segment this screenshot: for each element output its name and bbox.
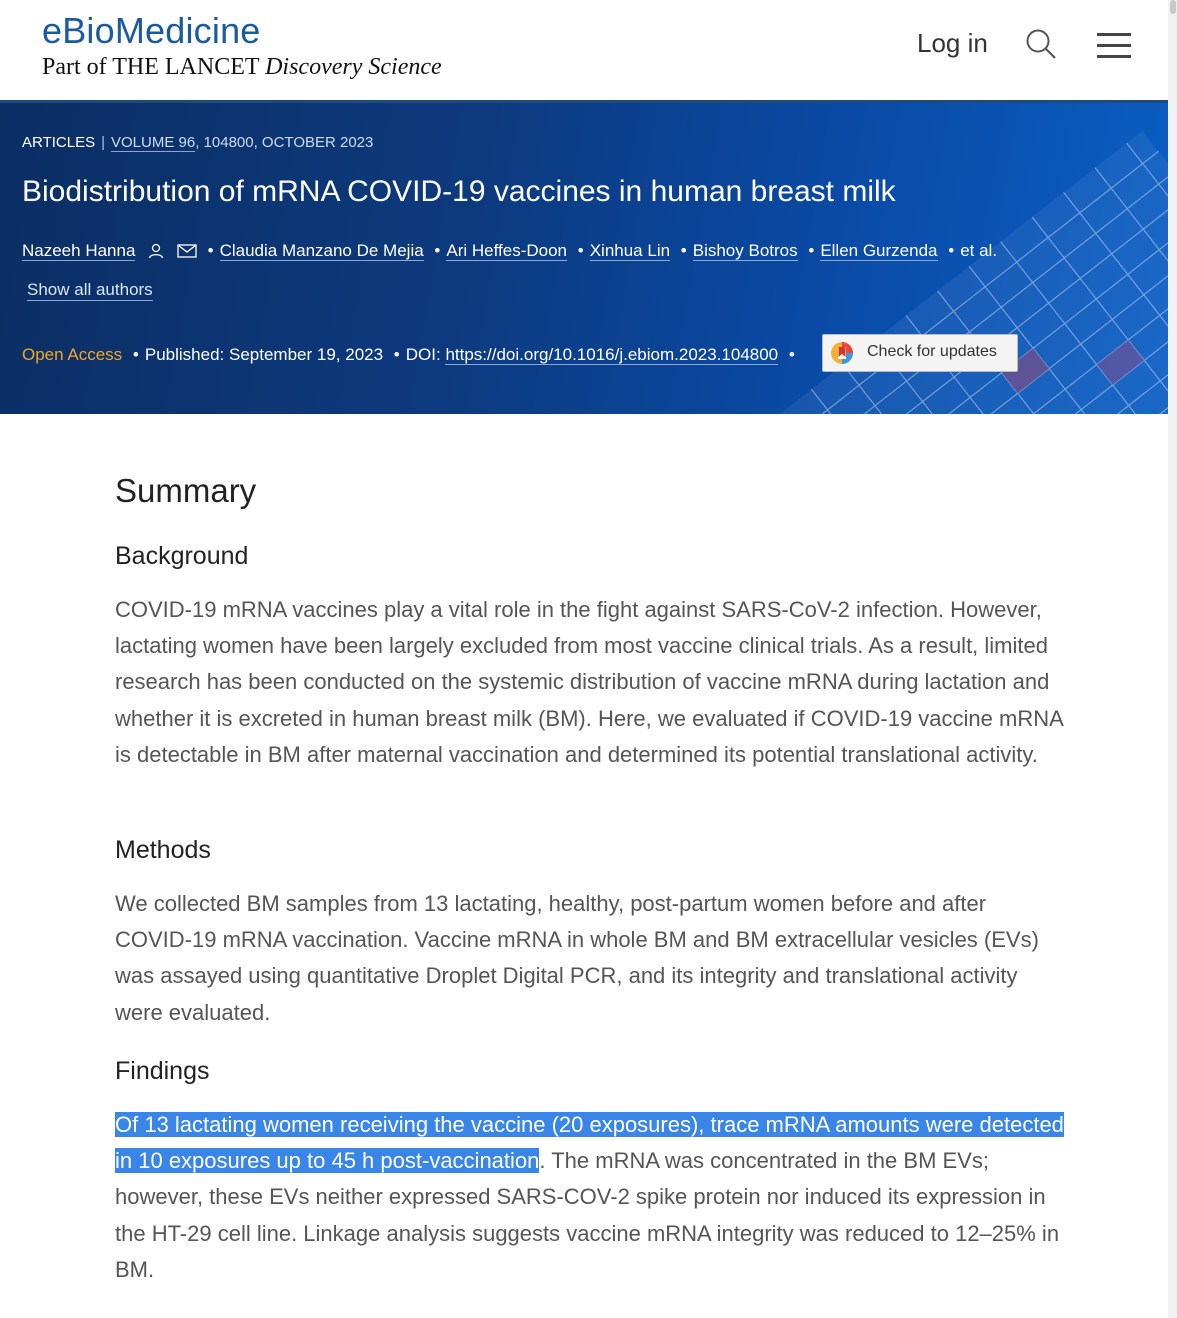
background-heading: Background: [115, 542, 249, 570]
author-link[interactable]: Ari Heffes-Doon: [446, 241, 568, 260]
findings-heading: Findings: [115, 1057, 210, 1085]
login-link[interactable]: Log in: [917, 28, 988, 58]
issue-info: , 104800, OCTOBER 2023: [195, 134, 374, 151]
article-banner: [0, 103, 1168, 414]
published-date: September 19, 2023: [229, 345, 384, 364]
doi-link[interactable]: https://doi.org/10.1016/j.ebiom.2023.104800: [445, 345, 779, 364]
summary-heading: Summary: [115, 472, 257, 509]
article-meta: ARTICLES | VOLUME 96, 104800, OCTOBER 2023: [22, 134, 374, 151]
check-for-updates-button[interactable]: [822, 334, 1018, 372]
volume-link[interactable]: VOLUME 96: [111, 134, 196, 151]
show-all-authors-link[interactable]: Show all authors: [27, 280, 153, 299]
journal-affiliation: Part of THE LANCET Discovery Science: [42, 54, 442, 80]
doi-label: DOI:: [405, 345, 441, 364]
published-label: Published:: [144, 345, 225, 364]
background-paragraph: COVID-19 mRNA vaccines play a vital role in the fight against SARS-CoV-2 infection. However, lactating women have been largely excluded from most vaccine clinical trials. As a result, limited research has been conducted on the systemic distribution of vaccine mRNA during lactation and whether it is excreted in human breast milk (BM). Here, we evaluated if COVID-19 vaccine mRNA is detectable in BM after maternal vaccination and determined its potential translational activity.: [115, 597, 1063, 767]
et-al: et al.: [960, 241, 998, 260]
journal-logo[interactable]: [42, 10, 442, 82]
selected-text-highlight[interactable]: Of 13 lactating women receiving the vaccine (20 exposures), trace mRNA amounts were detected in 10 exposures up to 45 h post-vaccination: [115, 1112, 1064, 1174]
hamburger-menu-icon[interactable]: [1097, 33, 1131, 59]
scrollbar-track[interactable]: [1168, 0, 1177, 1318]
check-for-updates-label: Check for updates: [867, 343, 997, 360]
author-link[interactable]: Ellen Gurzenda: [820, 241, 938, 260]
methods-paragraph: We collected BM samples from 13 lactating, healthy, post-partum women before and after COVID-19 mRNA vaccination. Vaccine mRNA in whole BM and BM extracellular vesicles (EVs) was assayed using quantitative Droplet Digital PCR, and its integrity and translational activity were evaluated.: [115, 891, 1039, 1025]
email-icon[interactable]: [177, 243, 197, 259]
site-header: [0, 0, 1168, 100]
findings-paragraph: [115, 1107, 1065, 1288]
publication-row: Open Access • Published: September 19, 2023 • DOI: https://doi.org/10.1016/j.ebiom.2023.104800 •: [22, 345, 795, 364]
methods-heading: Methods: [115, 836, 211, 864]
open-access-badge: Open Access: [22, 345, 123, 364]
section-label: ARTICLES: [22, 134, 96, 151]
author-link[interactable]: Claudia Manzano De Mejia: [219, 241, 424, 260]
author-list: Nazeeh Hanna • Claudia Manzano De Mejia • Ari Heffes-Doon • Xinhua Lin • Bishoy Botros • Ellen Gurzenda • et al.: [22, 241, 998, 260]
author-link[interactable]: Bishoy Botros: [692, 241, 798, 260]
author-link[interactable]: Xinhua Lin: [589, 241, 671, 260]
findings-rest: . The mRNA was concentrated in the BM EVs; however, these EVs neither expressed SARS-COV-2 spike protein nor induced its expression in the HT-29 cell line. Linkage analysis suggests vaccine mRNA integrity was reduced to 12–25% in BM.: [115, 1148, 1060, 1282]
search-icon[interactable]: [1025, 28, 1057, 60]
article-title: Biodistribution of mRNA COVID-19 vaccines in human breast milk: [22, 175, 896, 208]
crossmark-icon: [830, 341, 854, 365]
person-icon[interactable]: [148, 243, 164, 259]
scrollbar-thumb[interactable]: [1170, 0, 1176, 14]
author-link[interactable]: Nazeeh Hanna: [22, 241, 136, 260]
journal-name: eBioMedicine: [42, 10, 261, 51]
